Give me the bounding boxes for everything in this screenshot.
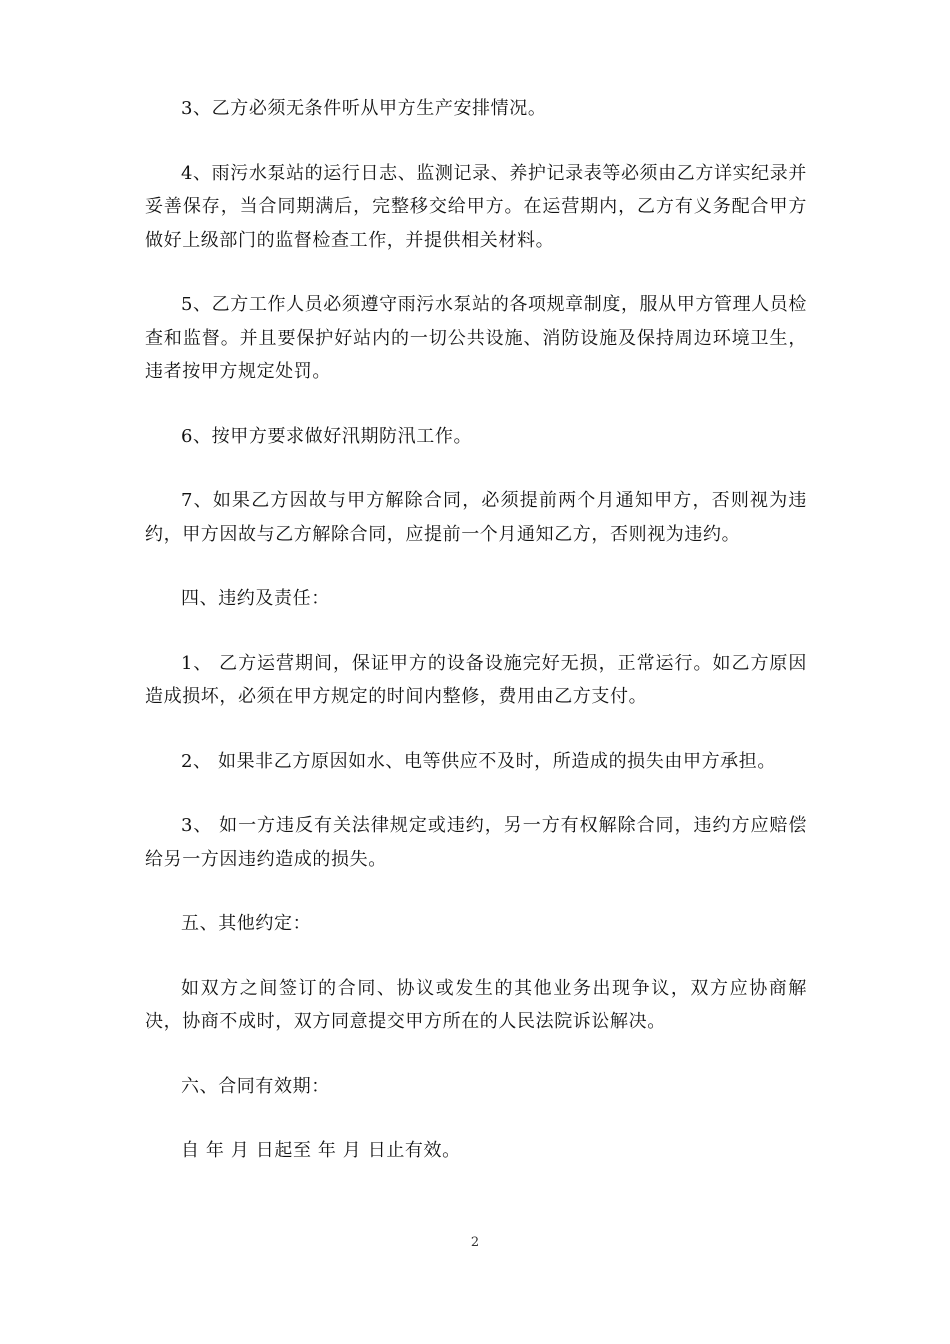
validity-period: 自 年 月 日起至 年 月 日止有效。	[181, 1140, 461, 1161]
section-heading-breach: 四、违约及责任：	[181, 588, 330, 609]
other-clause-dispute: 如双方之间签订的合同、协议或发生的其他业务出现争议，双方应协商解决，协商不成时，双方同意提交甲方所在的人民法院诉讼解决。	[145, 977, 807, 1032]
clause-3-production: 3、乙方必须无条件听从甲方生产安排情况。	[181, 98, 547, 119]
document-body	[145, 92, 807, 1168]
clause-6-flood-control: 6、按甲方要求做好汛期防汛工作。	[181, 425, 473, 447]
clause-4-records: 4、雨污水泵站的运行日志、监测记录、养护记录表等必须由乙方详实纪录并妥善保存，当合同期满后，完整移交给甲方。在运营期内，乙方有义务配合甲方做好上级部门的监督检查工作，并提供相关材料。	[145, 162, 807, 251]
clause-7-termination: 7、如果乙方因故与甲方解除合同，必须提前两个月通知甲方，否则视为违约，甲方因故与乙方解除合同，应提前一个月通知乙方，否则视为违约。	[145, 490, 807, 545]
breach-clause-2: 2、 如果非乙方原因如水、电等供应不及时，所造成的损失由甲方承担。	[181, 750, 776, 772]
section-heading-other: 五、其他约定：	[181, 913, 312, 934]
breach-clause-1: 1、 乙方运营期间，保证甲方的设备设施完好无损，正常运行。如乙方原因造成损坏，必须在甲方规定的时间内整修，费用由乙方支付。	[145, 652, 807, 707]
section-heading-validity: 六、合同有效期：	[181, 1075, 330, 1097]
page-number: 2	[470, 1235, 480, 1250]
breach-clause-3: 3、 如一方违反有关法律规定或违约，另一方有权解除合同，违约方应赔偿给另一方因违约造成的损失。	[145, 815, 807, 870]
clause-5-staff-rules: 5、乙方工作人员必须遵守雨污水泵站的各项规章制度，服从甲方管理人员检查和监督。并且要保护好站内的一切公共设施、消防设施及保持周边环境卫生，违者按甲方规定处罚。	[145, 294, 807, 382]
